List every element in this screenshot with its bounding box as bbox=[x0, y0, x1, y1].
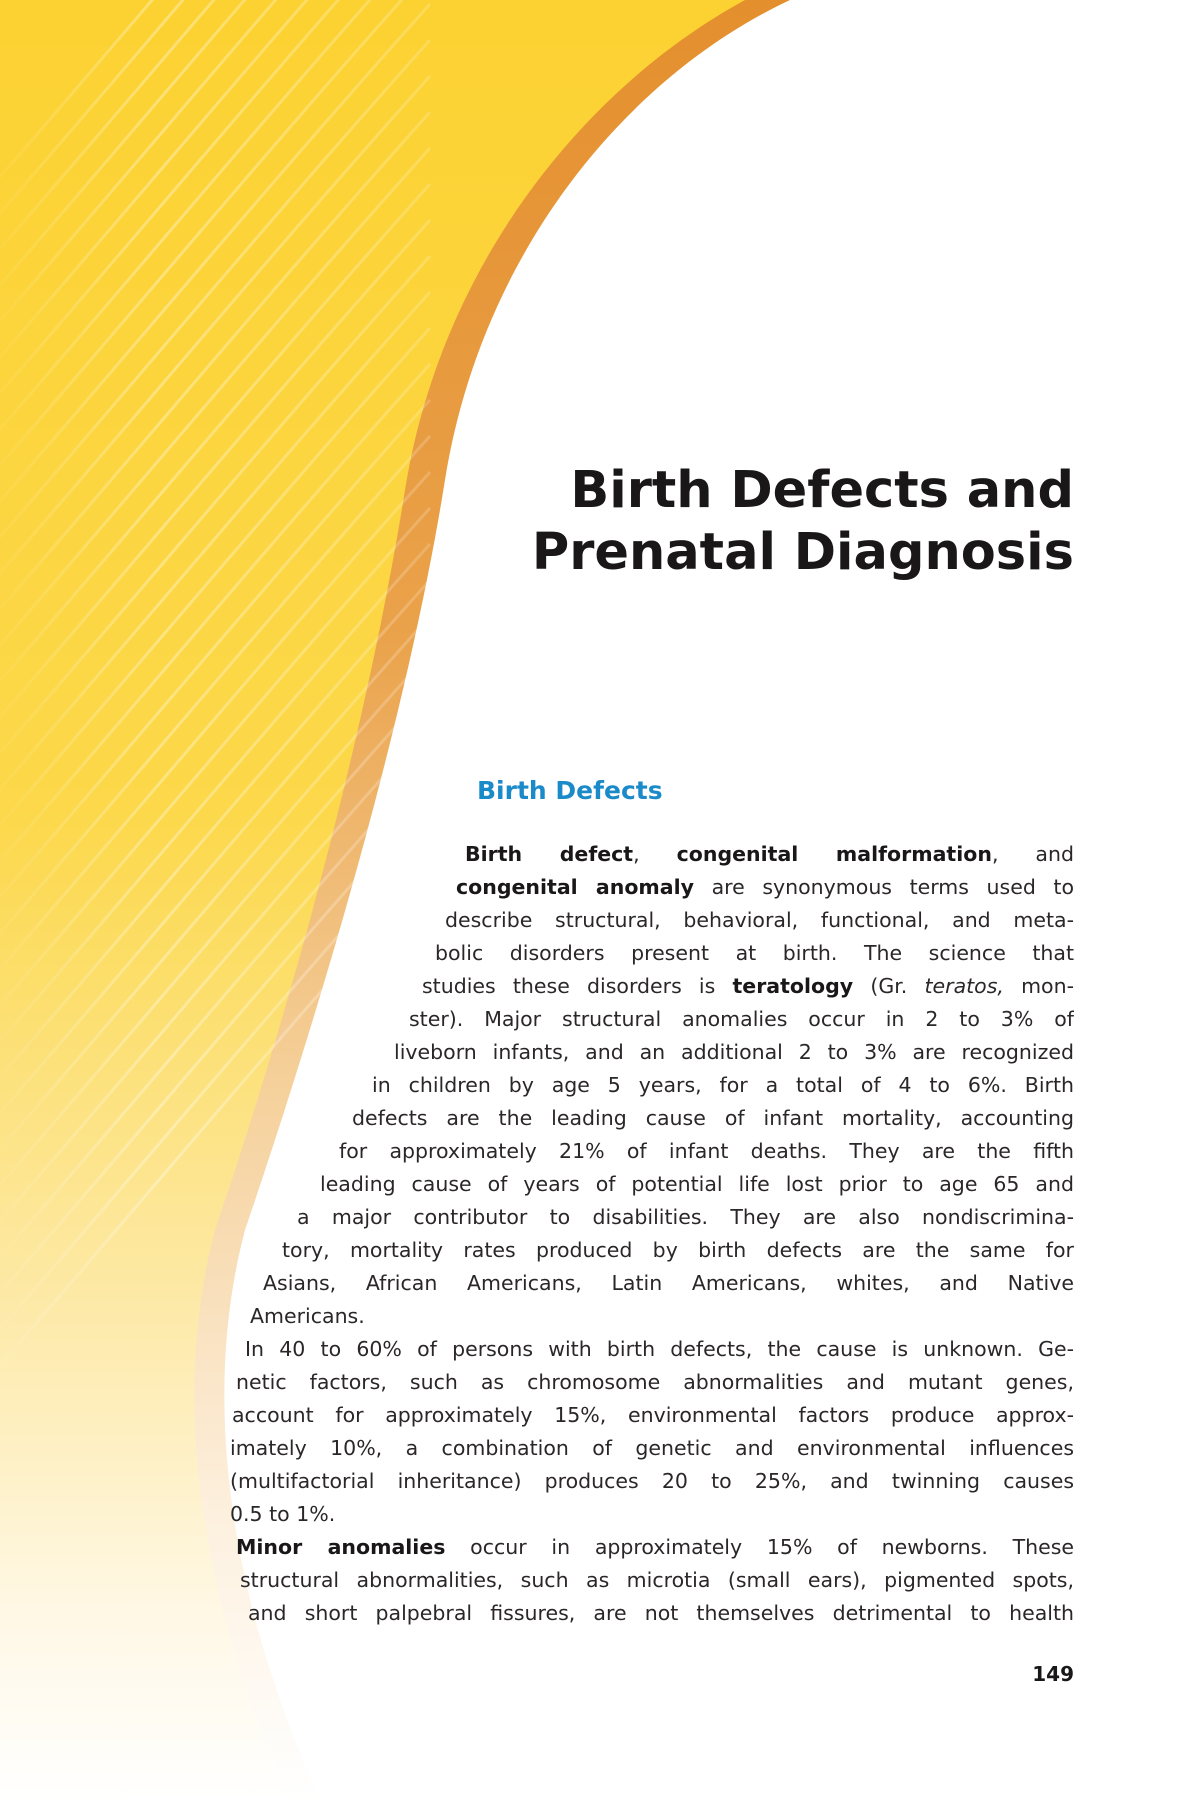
text-fragment: mon- bbox=[1003, 974, 1074, 998]
text-line: (multifactorial inheritance) produces 20 to 25%, and twinning causes bbox=[230, 1469, 1074, 1493]
text-line bbox=[0, 871, 1074, 904]
text-line: defects are the leading cause of infant mortality, accounting bbox=[352, 1106, 1074, 1130]
body-text bbox=[0, 838, 1074, 1630]
text-line: 0.5 to 1%. bbox=[230, 1502, 336, 1526]
text-line: a major contributor to disabilities. They are also nondiscrimina- bbox=[297, 1205, 1074, 1229]
text-line: for approximately 21% of infant deaths. They are the fifth bbox=[339, 1139, 1074, 1163]
term-birth-defect: Birth defect bbox=[465, 842, 634, 866]
text-fragment: , bbox=[633, 842, 677, 866]
text-line: bolic disorders present at birth. The science that bbox=[435, 941, 1074, 965]
term-congenital-malformation: congenital malformation bbox=[676, 842, 992, 866]
text-line: structural abnormalities, such as microtia (small ears), pigmented spots, bbox=[240, 1568, 1074, 1592]
text-fragment: studies these disorders is bbox=[422, 974, 733, 998]
chapter-title-line-1: Birth Defects and bbox=[570, 461, 1074, 520]
paragraph-3 bbox=[0, 1531, 1074, 1630]
chapter-title-line-2: Prenatal Diagnosis bbox=[531, 523, 1074, 582]
text-fragment: , and bbox=[991, 842, 1074, 866]
text-line: in children by age 5 years, for a total of 4 to 6%. Birth bbox=[372, 1073, 1074, 1097]
term-teratos: teratos, bbox=[924, 974, 1004, 998]
text-fragment: (Gr. bbox=[853, 974, 925, 998]
text-fragment: are synonymous terms used to bbox=[694, 875, 1074, 899]
page-number: 149 bbox=[1032, 1662, 1074, 1686]
text-line: Americans. bbox=[250, 1304, 365, 1328]
text-line: and short palpebral fissures, are not themselves detrimental to health bbox=[248, 1601, 1074, 1625]
text-line bbox=[0, 970, 1074, 1003]
term-teratology: teratology bbox=[732, 974, 854, 998]
text-line: imately 10%, a combination of genetic and environmental influences bbox=[230, 1436, 1074, 1460]
text-line: tory, mortality rates produced by birth defects are the same for bbox=[282, 1238, 1074, 1262]
paragraph-2 bbox=[0, 1333, 1074, 1531]
term-minor-anomalies: Minor anomalies bbox=[236, 1535, 446, 1559]
text-line: account for approximately 15%, environmental factors produce approx- bbox=[232, 1403, 1074, 1427]
text-line: netic factors, such as chromosome abnormalities and mutant genes, bbox=[236, 1370, 1074, 1394]
section-heading: Birth Defects bbox=[477, 776, 663, 805]
text-line bbox=[0, 1531, 1074, 1564]
text-line: Asians, African Americans, Latin Americans, whites, and Native bbox=[263, 1271, 1074, 1295]
text-line: In 40 to 60% of persons with birth defects, the cause is unknown. Ge- bbox=[245, 1337, 1074, 1361]
text-line: ster). Major structural anomalies occur in 2 to 3% of bbox=[409, 1007, 1074, 1031]
text-line bbox=[0, 838, 1074, 871]
term-congenital-anomaly: congenital anomaly bbox=[456, 875, 694, 899]
text-fragment: occur in approximately 15% of newborns. These bbox=[445, 1535, 1074, 1559]
text-line: describe structural, behavioral, functional, and meta- bbox=[445, 908, 1074, 932]
text-line: leading cause of years of potential life lost prior to age 65 and bbox=[320, 1172, 1074, 1196]
paragraph-1 bbox=[0, 838, 1074, 1333]
text-line: liveborn infants, and an additional 2 to 3% are recognized bbox=[394, 1040, 1074, 1064]
chapter-title bbox=[532, 460, 1074, 584]
